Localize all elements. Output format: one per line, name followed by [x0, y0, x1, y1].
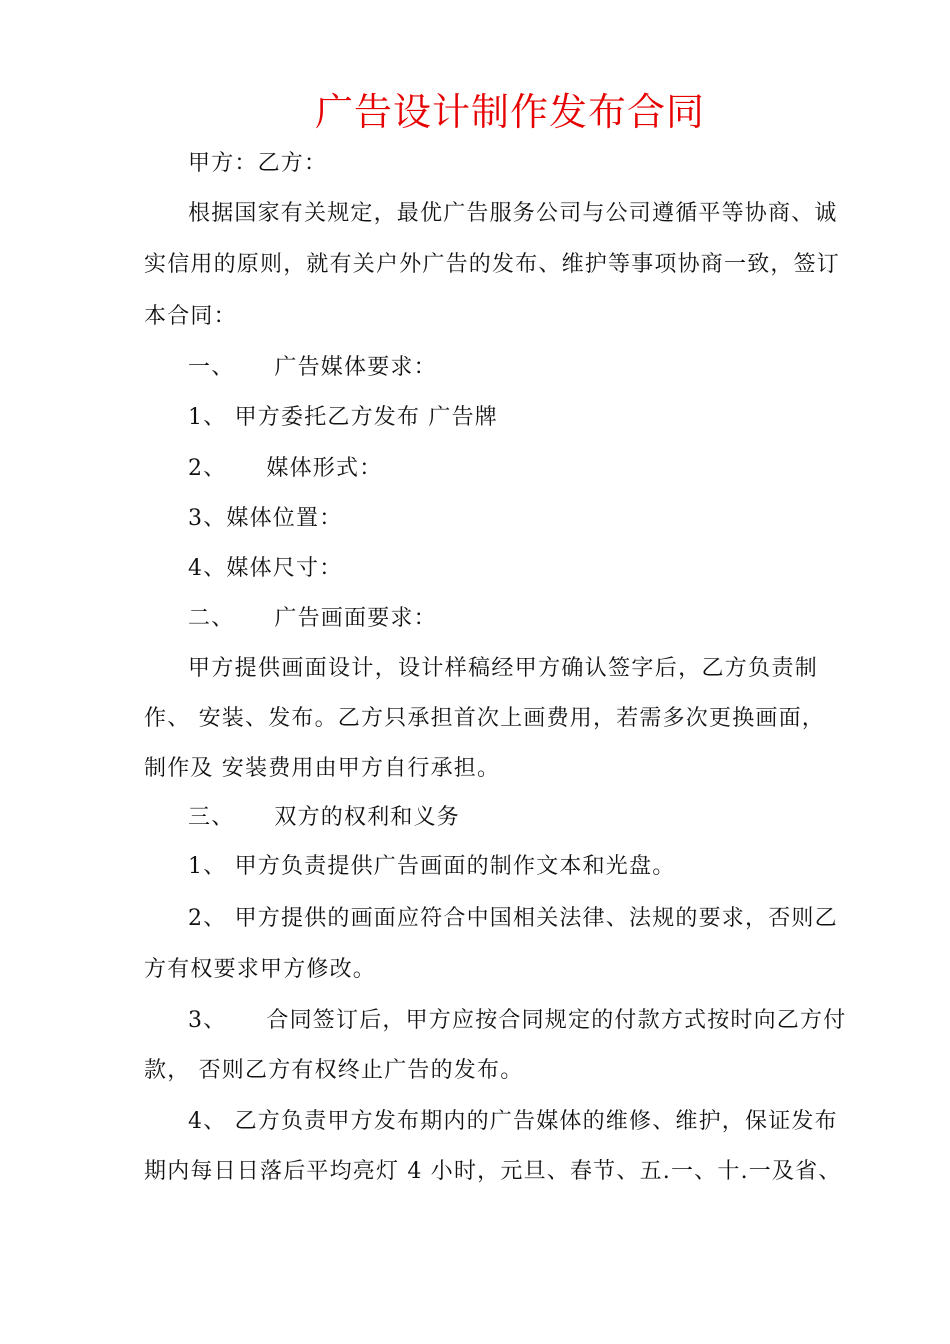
item-num: 3、	[188, 1008, 227, 1033]
intro-line-3: 本合同：	[144, 304, 237, 329]
section3-item-2-line-2: 方有权要求甲方修改。	[144, 957, 377, 982]
section1-item-3	[188, 503, 868, 535]
section2-num: 二、	[188, 606, 235, 631]
section3-item-1: 1、 甲方负责提供广告画面的制作文本和光盘。	[188, 854, 676, 879]
item-num: 4、	[188, 556, 227, 581]
section1-heading: 广告媒体要求：	[274, 355, 437, 380]
section2-para-line-2: 作、 安装、发布。乙方只承担首次上画费用，若需多次更换画面，	[144, 706, 825, 731]
section1-num: 一、	[188, 355, 235, 380]
item-text: 媒体尺寸：	[226, 556, 343, 581]
section1-item-1	[188, 402, 868, 434]
section3-num: 三、	[188, 805, 235, 830]
item-text: 合同签订后，甲方应按合同规定的付款方式按时向乙方付	[266, 1008, 847, 1033]
section3-item-4-line-1: 4、 乙方负责甲方发布期内的广告媒体的维修、维护，保证发布	[188, 1109, 838, 1134]
item-text: 媒体位置：	[226, 506, 343, 531]
section3-heading: 双方的权利和义务	[274, 805, 461, 830]
section3-heading-line	[188, 802, 868, 834]
section1-item-4	[188, 553, 868, 585]
section3-item-3-line-2: 款， 否则乙方有权终止广告的发布。	[144, 1058, 524, 1083]
document-title: 广告设计制作发布合同	[314, 90, 705, 134]
item-text: 甲方委托乙方发布 广告牌	[234, 405, 499, 430]
section2-para-line-1: 甲方提供画面设计，设计样稿经甲方确认签字后，乙方负责制	[188, 656, 818, 681]
section1-item-2	[188, 453, 868, 485]
section3-item-2-line-1: 2、 甲方提供的画面应符合中国相关法律、法规的要求，否则乙	[188, 906, 838, 931]
section2-heading: 广告画面要求：	[274, 606, 437, 631]
item-num: 3、	[188, 506, 227, 531]
item-text: 媒体形式：	[266, 456, 383, 481]
intro-line-1: 根据国家有关规定，最优广告服务公司与公司遵循平等协商、诚	[188, 201, 838, 226]
parties-line: 甲方：乙方：	[188, 151, 328, 176]
section2-para-line-3: 制作及 安装费用由甲方自行承担。	[144, 756, 501, 781]
item-num: 2、	[188, 456, 227, 481]
section3-item-3-line-1	[188, 1005, 868, 1037]
intro-line-2: 实信用的原则，就有关户外广告的发布、维护等事项协商一致，签订	[144, 252, 841, 277]
item-num: 1、	[188, 405, 227, 430]
section1-heading-line	[188, 352, 868, 384]
section3-item-4-line-2: 期内每日日落后平均亮灯 4 小时，元旦、春节、五.一、十.一及省、	[144, 1159, 842, 1184]
section2-heading-line	[188, 603, 868, 635]
